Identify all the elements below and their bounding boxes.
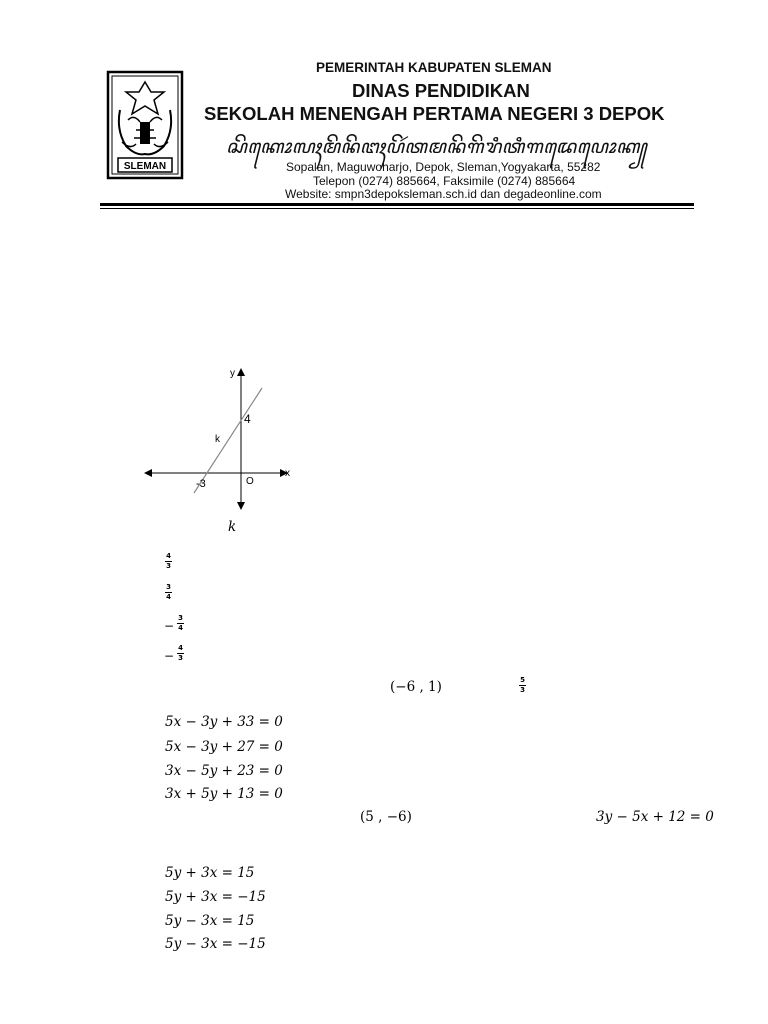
q3-line: 3𝑦 − 5𝑥 + 12 = 0 [596,809,714,825]
q2-gradient-den: 3 [520,686,525,694]
q1-option-b-fraction [165,584,172,601]
q3-option-d: 5𝑦 − 3𝑥 = −15 [165,936,266,952]
header-rule-thick [100,203,694,206]
q2-option-b: 5𝑥 − 3𝑦 + 27 = 0 [165,739,283,755]
q1-option-b-num: 3 [166,583,171,591]
header-rule-thin [100,208,694,209]
y-axis-arrow-up [237,368,245,376]
sleman-logo [106,70,184,180]
y-axis-arrow-down [237,502,245,510]
q1-option-c-sign: − [164,619,175,633]
q1-option-b-den: 4 [166,593,171,601]
origin-label: O [246,476,254,487]
line-k-graph [140,362,300,512]
q1-option-c-den: 4 [178,624,183,632]
y-axis-label: y [230,368,235,379]
line-k-label: k [215,434,220,445]
department-name: DINAS PENDIDIKAN [352,80,530,101]
q2-option-a: 5𝑥 − 3𝑦 + 33 = 0 [165,714,283,730]
q2-gradient-num: 5 [520,676,525,684]
q3-point: (5 , −6) [360,809,412,825]
q2-option-c: 3𝑥 − 5𝑦 + 23 = 0 [165,763,283,779]
q1-option-d-fraction [177,645,184,662]
javanese-script-name: ꦱꦼꦏꦺꦴꦭꦃꦩꦼꦤꦼꦔꦃꦥꦼꦂꦠꦩꦤꦼꦒꦼꦫꦶꦠꦶꦒꦢꦺꦥꦺꦴꦏ꧀ [226,136,648,158]
q2-option-d: 3𝑥 + 5𝑦 + 13 = 0 [165,786,283,802]
q1-subject: k [228,519,237,535]
q2-gradient-fraction [519,677,526,694]
x-axis-arrow-left [144,469,152,477]
government-name: PEMERINTAH KABUPATEN SLEMAN [316,60,552,75]
q1-option-d-num: 4 [178,644,183,652]
q2-point: (−6 , 1) [390,679,442,695]
school-website: Website: smpn3depoksleman.sch.id dan degadeonline.com [285,187,602,201]
q1-option-d-sign: − [164,649,175,663]
school-name: SEKOLAH MENENGAH PERTAMA NEGERI 3 DEPOK [204,103,665,124]
school-phone: Telepon (0274) 885664, Faksimile (0274) 885664 [313,174,576,188]
x-axis-label: x [285,468,290,479]
q1-option-a-fraction [165,553,172,570]
logo-text: SLEMAN [123,161,167,172]
q1-option-c-num: 3 [178,614,183,622]
q1-option-a-num: 4 [166,552,171,560]
q3-option-b: 5𝑦 + 3𝑥 = −15 [165,889,266,905]
q1-option-c-fraction [177,615,184,632]
q1-option-d-den: 3 [178,654,183,662]
q3-option-c: 5𝑦 − 3𝑥 = 15 [165,913,255,929]
x-intercept-label: -3 [196,478,206,490]
school-address: Sopalan, Maguwoharjo, Depok, Sleman,Yogyakarta, 55282 [286,160,601,174]
q3-option-a: 5𝑦 + 3𝑥 = 15 [165,865,255,881]
y-intercept-label: 4 [244,412,251,426]
q1-option-a-den: 3 [166,562,171,570]
